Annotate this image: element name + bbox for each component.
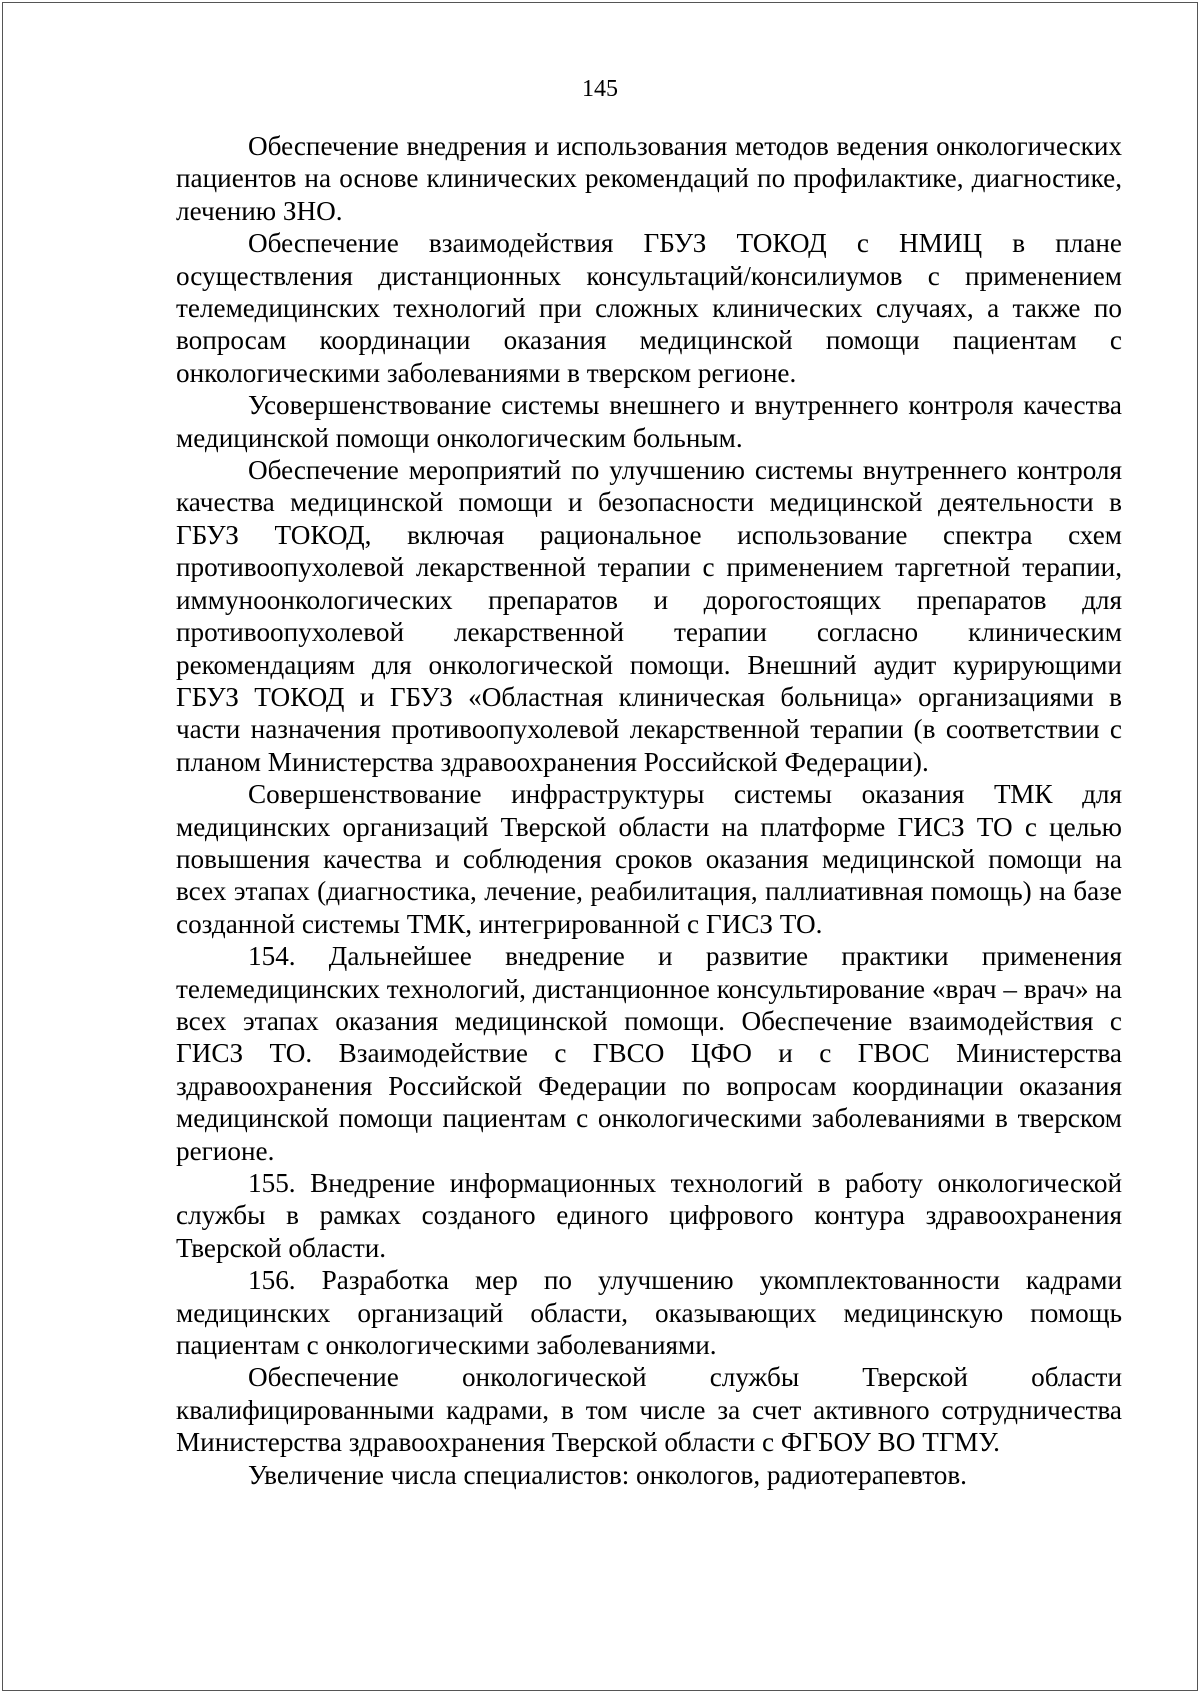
paragraph-nmic-interaction: Обеспечение взаимодействия ГБУЗ ТОКОД с НМИЦ в плане осуществления дистанционных консультаций/консилиумов с применением телемедицинских технологий при сложных клинических случаях, а также по вопросам координации оказания медицинской помощи пациентам с онкологическими заболеваниями в тверском регионе. [176,228,1122,388]
page-number: 145 [582,76,618,102]
paragraph-methods: Обеспечение внедрения и использования методов ведения онкологических пациентов на основе клинических рекомендаций по профилактике, диагностике, лечению ЗНО. [176,131,1122,226]
document-body [176,130,1122,1491]
paragraph-internal-control: Обеспечение мероприятий по улучшению системы внутреннего контроля качества медицинской помощи и безопасности медицинской деятельности в ГБУЗ ТОКОД, включая рациональное использование спектра схем противоопухолевой лекарственной терапии с применением таргетной терапии, иммуноонкологических препаратов и дорогостоящих препаратов для противоопухолевой лекарственной терапии согласно клиническим рекомендациям для онкологической помощи. Внешний аудит курирующими ГБУЗ ТОКОД и ГБУЗ «Областная клиническая больница» организациями в части назначения противоопухолевой лекарственной терапии (в соответствии с планом Министерства здравоохранения Российской Федерации). [176,455,1122,777]
paragraph-item-154: 154. Дальнейшее внедрение и развитие практики применения телемедицинских технологий, дистанционное консультирование «врач – врач» на всех этапах оказания медицинской помощи. Обеспечение взаимодействия с ГИСЗ ТО. Взаимодействие с ГВСО ЦФО и с ГВОС Министерства здравоохранения Российской Федерации по вопросам координации оказания медицинской помощи пациентам с онкологическими заболеваниями в тверском регионе. [176,941,1122,1166]
paragraph-item-156: 156. Разработка мер по улучшению укомплектованности кадрами медицинских организаций области, оказывающих медицинскую помощь пациентам с онкологическими заболеваниями. [176,1265,1122,1361]
paragraph-staffing: Обеспечение онкологической службы Тверской области квалифицированными кадрами, в том числе за счет активного сотрудничества Министерства здравоохранения Тверской области с ФГБОУ ВО ТГМУ. [176,1362,1122,1458]
paragraph-specialists: Увеличение числа специалистов: онкологов, радиотерапевтов. [248,1459,967,1490]
paragraph-quality-control: Усовершенствование системы внешнего и внутреннего контроля качества медицинской помощи онкологическим больным. [176,390,1122,453]
paragraph-item-155: 155. Внедрение информационных технологий в работу онкологической службы в рамках созданого единого цифрового контура здравоохранения Тверской области. [176,1168,1122,1263]
paragraph-tmk-infrastructure: Совершенствование инфраструктуры системы оказания ТМК для медицинских организаций Тверской области на платформе ГИСЗ ТО с целью повышения качества и соблюдения сроков оказания медицинской помощи на всех этапах (диагностика, лечение, реабилитация, паллиативная помощь) на базе созданной системы ТМК, интегрированной с ГИСЗ ТО. [176,779,1122,939]
